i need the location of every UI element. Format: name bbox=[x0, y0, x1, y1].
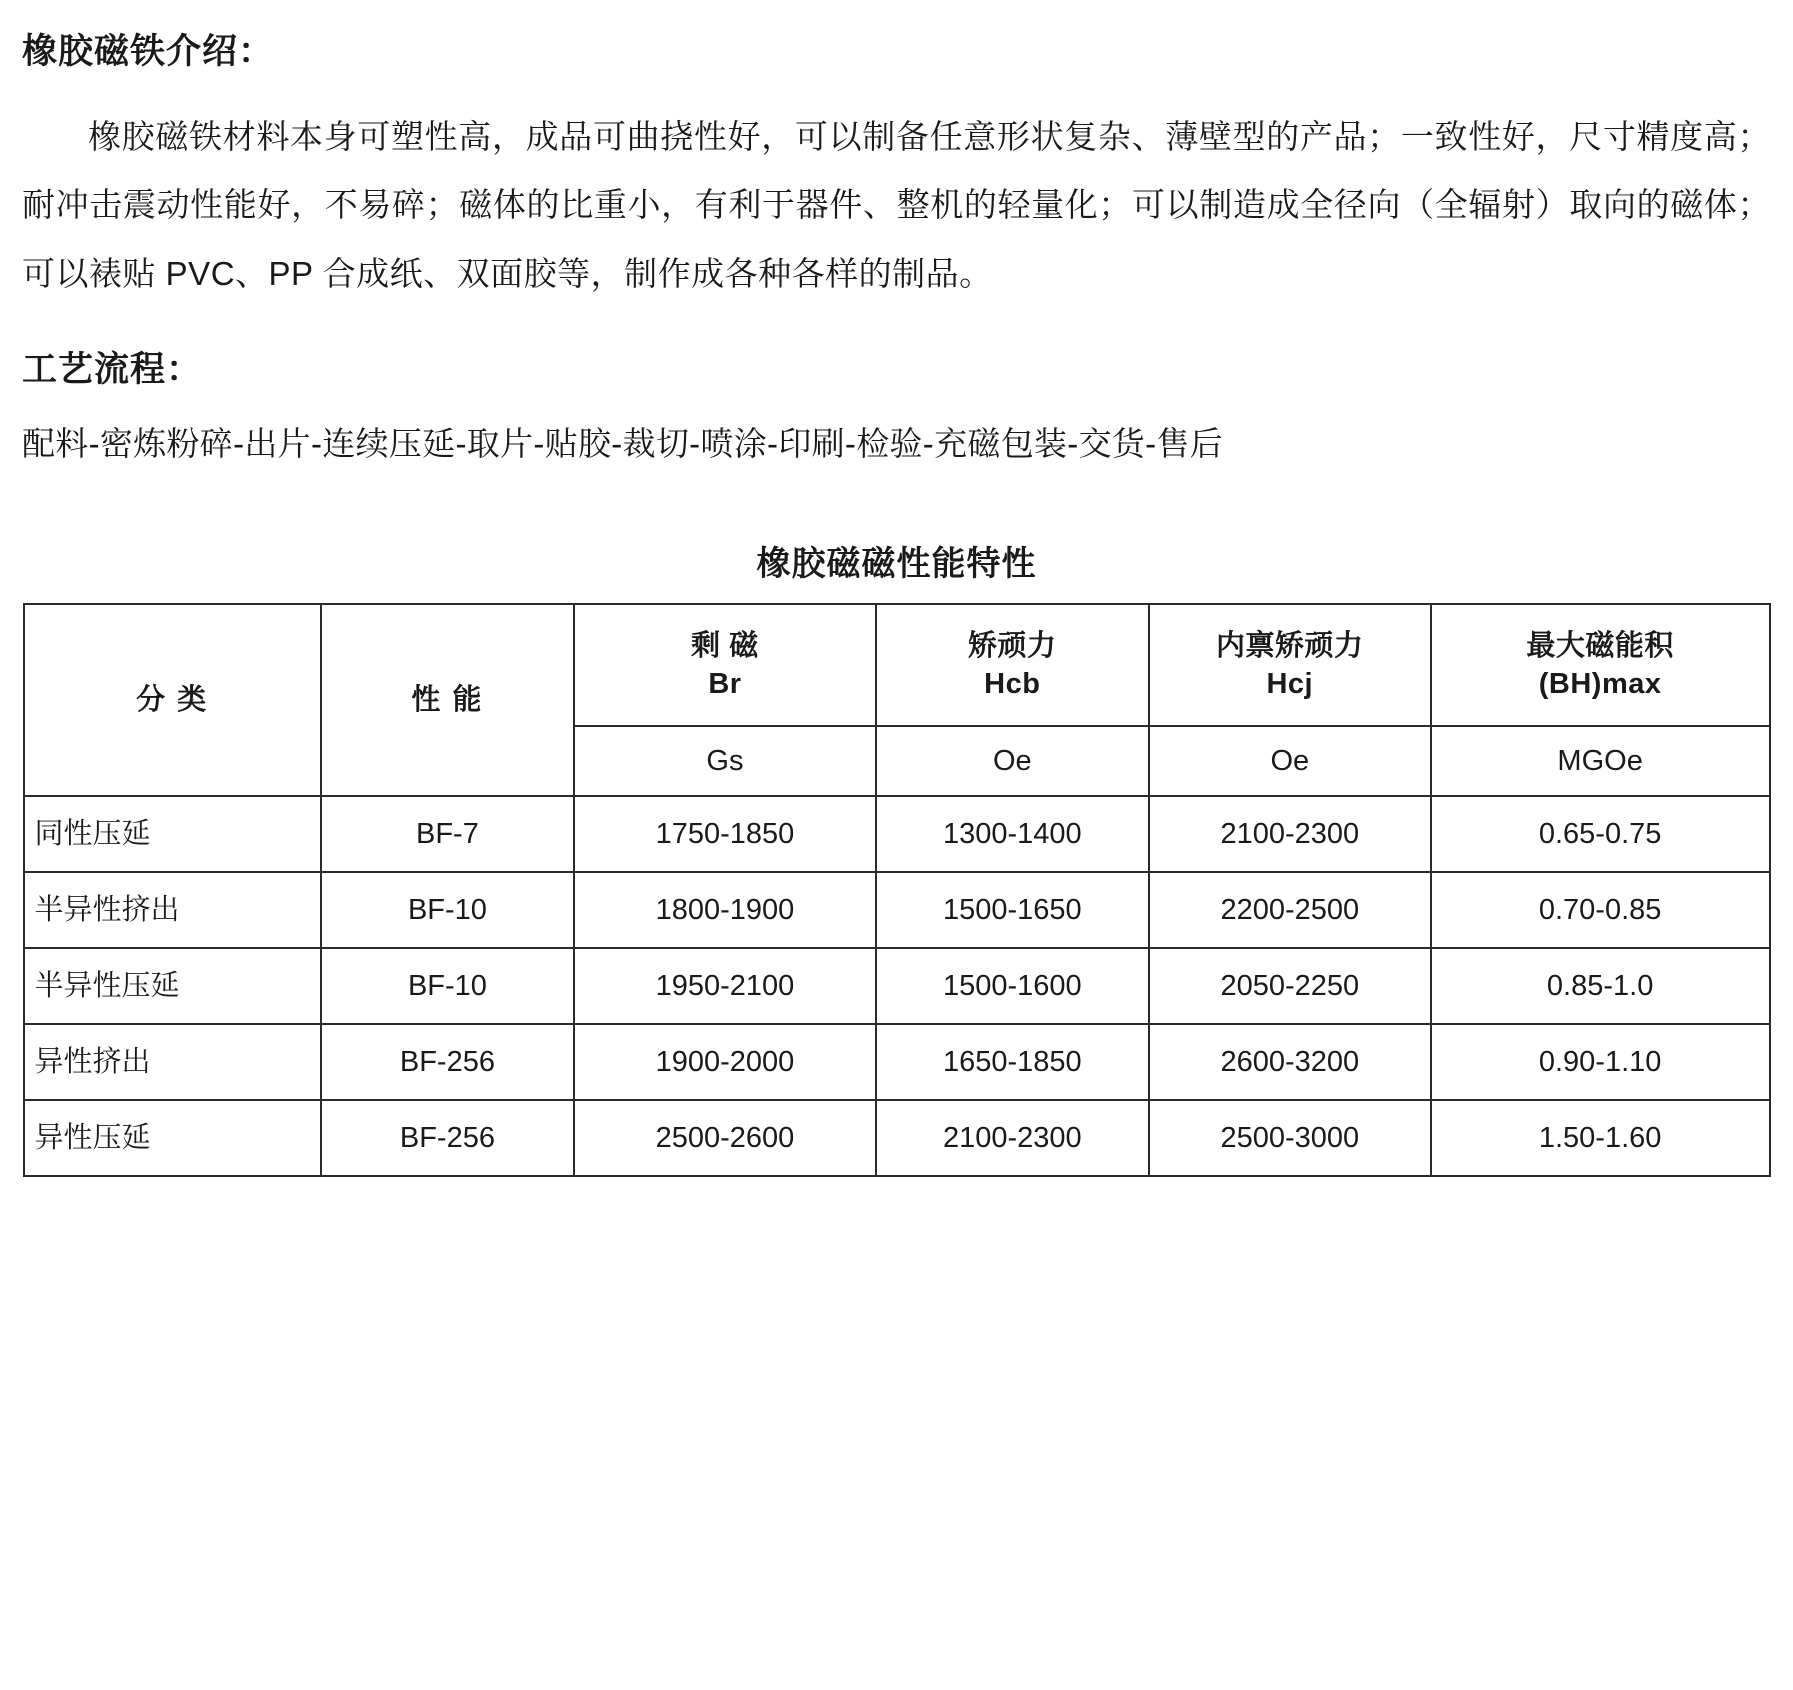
cell-bh: 0.70-0.85 bbox=[1431, 872, 1770, 948]
cell-category: 异性压延 bbox=[24, 1100, 321, 1176]
cell-hcj: 2100-2300 bbox=[1149, 796, 1431, 872]
cell-bh: 1.50-1.60 bbox=[1431, 1100, 1770, 1176]
cell-bh: 0.85-1.0 bbox=[1431, 948, 1770, 1024]
cell-bh: 0.65-0.75 bbox=[1431, 796, 1770, 872]
header-remanence-cn: 剩 磁 bbox=[691, 629, 759, 662]
process-flow-text: 配料-密炼粉碎-出片-连续压延-取片-贴胶-裁切-喷涂-印刷-检验-充磁包装-交货-售后 bbox=[22, 425, 1224, 463]
cell-hcb: 1500-1650 bbox=[876, 872, 1149, 948]
cell-category: 异性挤出 bbox=[24, 1024, 321, 1100]
cell-hcj: 2050-2250 bbox=[1149, 948, 1431, 1024]
intro-paragraph: 橡胶磁铁材料本身可塑性高，成品可曲挠性好，可以制备任意形状复杂、薄壁型的产品；一致性好，尺寸精度高；耐冲击震动性能好，不易碎；磁体的比重小，有利于器件、整机的轻量化；可以制造成全径向（全辐射）取向的磁体；可以裱贴 PVC、PP 合成纸、双面胶等，制作成各种各样的制品。 bbox=[22, 117, 1771, 292]
header-coercivity-sym: Hcb bbox=[984, 668, 1041, 701]
cell-hcb: 2100-2300 bbox=[876, 1100, 1149, 1176]
magnetic-properties-table bbox=[23, 603, 1771, 1177]
table-row bbox=[24, 796, 1770, 872]
table-row bbox=[24, 1024, 1770, 1100]
cell-hcb: 1650-1850 bbox=[876, 1024, 1149, 1100]
header-energy-product bbox=[1431, 604, 1770, 726]
table-header-row-primary bbox=[24, 604, 1770, 726]
header-coercivity bbox=[876, 604, 1149, 726]
unit-hcj: Oe bbox=[1149, 726, 1431, 796]
unit-bh: MGOe bbox=[1431, 726, 1770, 796]
cell-grade: BF-256 bbox=[321, 1100, 574, 1176]
intro-heading: 橡胶磁铁介绍： bbox=[22, 32, 275, 71]
cell-br: 2500-2600 bbox=[574, 1100, 876, 1176]
cell-br: 1900-2000 bbox=[574, 1024, 876, 1100]
table-row bbox=[24, 1100, 1770, 1176]
unit-br: Gs bbox=[574, 726, 876, 796]
header-remanence bbox=[574, 604, 876, 726]
table-body bbox=[24, 796, 1770, 1176]
table-title: 橡胶磁磁性能特性 bbox=[756, 545, 1037, 584]
header-grade: 性 能 bbox=[321, 604, 574, 796]
table-row bbox=[24, 948, 1770, 1024]
cell-category: 半异性挤出 bbox=[24, 872, 321, 948]
cell-br: 1950-2100 bbox=[574, 948, 876, 1024]
cell-grade: BF-10 bbox=[321, 872, 574, 948]
cell-grade: BF-256 bbox=[321, 1024, 574, 1100]
header-category: 分 类 bbox=[24, 604, 321, 796]
table-row bbox=[24, 872, 1770, 948]
header-remanence-sym: Br bbox=[708, 668, 742, 701]
header-energy-product-cn: 最大磁能积 bbox=[1526, 629, 1674, 662]
cell-br: 1800-1900 bbox=[574, 872, 876, 948]
header-coercivity-cn: 矫顽力 bbox=[968, 629, 1057, 662]
cell-grade: BF-10 bbox=[321, 948, 574, 1024]
cell-br: 1750-1850 bbox=[574, 796, 876, 872]
cell-hcj: 2500-3000 bbox=[1149, 1100, 1431, 1176]
cell-category: 半异性压延 bbox=[24, 948, 321, 1024]
header-intrinsic-coercivity bbox=[1149, 604, 1431, 726]
cell-bh: 0.90-1.10 bbox=[1431, 1024, 1770, 1100]
header-intrinsic-coercivity-sym: Hcj bbox=[1266, 668, 1314, 701]
cell-hcj: 2600-3200 bbox=[1149, 1024, 1431, 1100]
header-energy-product-sym: (BH)max bbox=[1538, 668, 1662, 701]
unit-hcb: Oe bbox=[876, 726, 1149, 796]
process-heading: 工艺流程： bbox=[22, 350, 203, 390]
header-intrinsic-coercivity-cn: 内禀矫顽力 bbox=[1216, 629, 1364, 662]
cell-hcb: 1500-1600 bbox=[876, 948, 1149, 1024]
cell-hcb: 1300-1400 bbox=[876, 796, 1149, 872]
spacer bbox=[22, 89, 1771, 103]
cell-category: 同性压延 bbox=[24, 796, 321, 872]
cell-hcj: 2200-2500 bbox=[1149, 872, 1431, 948]
table-head bbox=[24, 604, 1770, 796]
cell-grade: BF-7 bbox=[321, 796, 574, 872]
